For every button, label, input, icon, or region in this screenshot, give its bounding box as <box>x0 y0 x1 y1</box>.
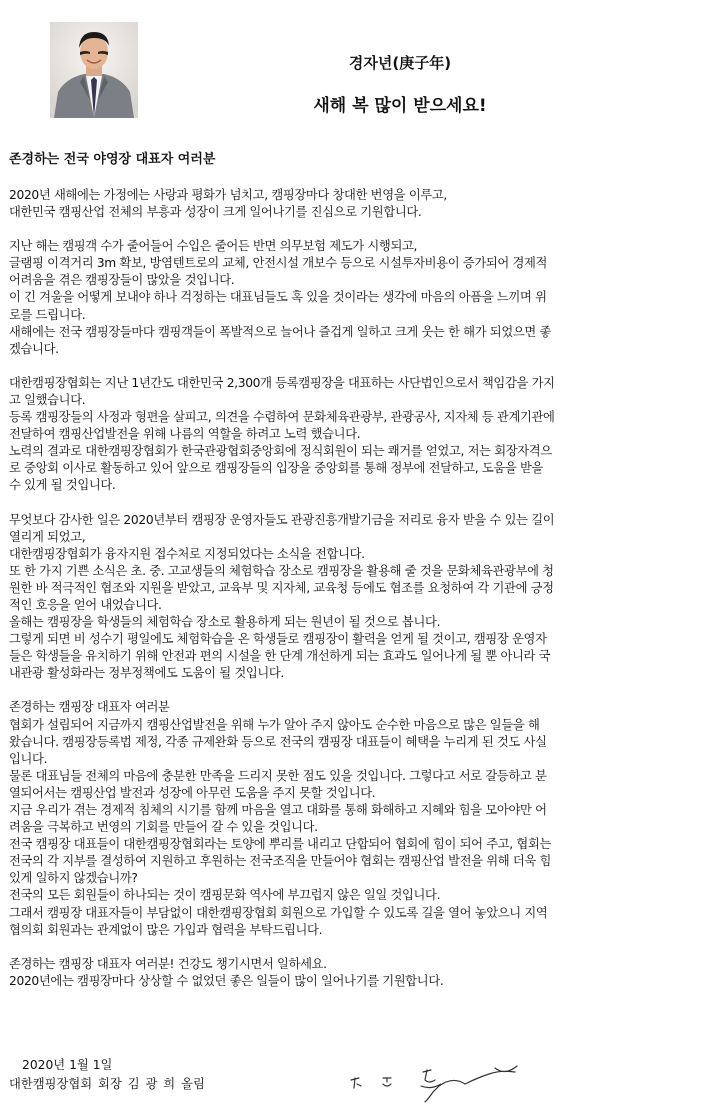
paragraph <box>9 375 707 495</box>
text-line: 2020년에는 캠핑장마다 상상할 수 없었던 좋은 일들이 많이 일어나기를 기원합니다. <box>9 973 444 988</box>
letter-body <box>9 187 707 990</box>
text-line: 전국의 모든 회원들이 하나되는 것이 캠핑문화 역사에 부끄럽지 않은 일일 것입니다. <box>9 888 441 903</box>
page-subtitle: 새해 복 많이 받으세요! <box>313 96 487 116</box>
text-line: 물론 대표님들 전체의 마음에 충분한 만족을 드리지 못한 점도 있을 것입니다. 그렇다고 서로 갈등하고 분 <box>9 768 547 783</box>
text-line: 어려움을 겪은 캠핑장들이 많았을 것입니다. <box>9 273 235 288</box>
paragraph <box>9 187 707 221</box>
text-line: 적인 호응을 얻어 내었습니다. <box>9 597 162 612</box>
text-line: 고 일했습니다. <box>9 392 86 407</box>
text-line: 존경하는 캠핑장 대표자 여러분! 건강도 챙기시면서 일하세요. <box>9 956 327 971</box>
text-line: 지금 우리가 겪는 경제적 침체의 시기를 함께 마음을 열고 대화를 통해 화해하고 지혜와 힘을 모아야만 어 <box>9 803 547 817</box>
text-line: 전달하여 캠핑산업발전을 위해 나름의 역할을 하려고 노력 했습니다. <box>9 427 361 442</box>
handwritten-signature <box>345 1058 525 1108</box>
text-line: 열리게 되었고, <box>9 529 86 544</box>
text-line: 대한캠핑장협회는 지난 1년간도 대한민국 2,300개 등록캠핑장을 대표하는 사단법인으로서 책임감을 가지 <box>9 375 555 390</box>
text-line: 겠습니다. <box>9 341 59 356</box>
paragraph <box>9 699 707 938</box>
signer-line: 대한캠핑장협회 회장 김 광 희 올림 <box>9 1077 205 1091</box>
text-line: 무엇보다 감사한 일은 2020년부터 캠핑장 운영자들도 관광진흥개발기금을 저리로 융자 받을 수 있는 길이 <box>9 512 555 527</box>
text-line: 대한캠핑장협회가 융자지원 접수처로 지정되었다는 소식을 전합니다. <box>9 546 365 561</box>
text-line: 등록 캠핑장들의 사정과 형편을 살피고, 의견을 수렴하여 문화체육관광부, 관광공사, 지자체 등 관계기관에 <box>9 410 555 425</box>
text-line: 내관광 활성화라는 정부정책에도 도움이 될 것입니다. <box>9 666 284 681</box>
text-line: 왔습니다. 캠핑장등록법 제정, 각종 규제완화 등으로 전국의 캠핑장 대표들이 혜택을 누리게 된 것도 사실 <box>9 734 547 749</box>
text-line: 올해는 캠핑장을 학생들의 체험학습 장소로 활용하게 되는 원년이 될 것으로 봅니다. <box>9 615 441 630</box>
portrait-photo <box>50 22 138 118</box>
text-line: 그래서 캠핑장 대표자들이 부담없이 대한캠핑장협회 회원으로 가입할 수 있도록 길을 열어 놓았으니 지역 <box>9 905 548 920</box>
text-line: 수 있게 될 것입니다. <box>9 478 116 493</box>
text-line: 전국의 각 지부를 결성하여 지원하고 후원하는 전국조직을 만들어야 협회는 캠핑산업 발전을 위해 더욱 힘 <box>9 854 552 869</box>
paragraph <box>9 956 707 990</box>
text-line: 대한민국 캠핑산업 전체의 부흥과 성장이 크게 일어나기를 진심으로 기원합니다. <box>9 205 422 220</box>
text-line: 들은 학생들을 유치하기 위해 안전과 편의 시설을 한 단계 개선하게 되는 효과도 일어나게 될 뿐 아니라 국 <box>9 649 551 664</box>
paragraph <box>9 512 707 683</box>
text-line: 노력의 결과로 대한캠핑장협회가 한국관광협회중앙회에 정식회원이 되는 쾌거를 얻었고, 저는 회장자격으 <box>9 444 552 459</box>
paragraph <box>9 238 707 358</box>
page-title: 경자년(庚子年) <box>348 54 452 72</box>
text-line: 지난 해는 캠핑객 수가 줄어들어 수입은 줄어든 반면 의무보험 제도가 시행되고, <box>9 239 418 254</box>
text-line: 이 긴 겨울을 어떻게 보내야 하나 걱정하는 대표님들도 혹 있을 것이라는 생각에 마음의 아픔을 느끼며 위 <box>9 290 547 305</box>
text-line: 협회가 설립되어 지금까지 캠핑산업발전을 위해 누가 알아 주지 않아도 순수한 마음으로 많은 일들을 해 <box>9 717 540 732</box>
text-line: 있게 일하지 않겠습니까? <box>9 871 138 886</box>
text-line: 그렇게 되면 비 성수기 평일에도 체험학습을 온 학생들로 캠핑장이 활력을 얻게 될 것이고, 캠핑장 운영자 <box>9 632 547 647</box>
text-line: 새해에는 전국 캠핑장들마다 캠핑객들이 폭발적으로 늘어나 즐겁게 일하고 크게 웃는 한 해가 되었으면 좋 <box>9 324 552 339</box>
text-line: 전국 캠핑장 대표들이 대한캠핑장협회라는 토양에 뿌리를 내리고 단합되어 협회에 힘이 되어 주고, 협회는 <box>9 837 552 852</box>
text-line: 2020년 새해에는 가정에는 사랑과 평화가 넘치고, 캠핑장마다 창대한 번영을 이루고, <box>9 188 447 202</box>
text-line: 존경하는 캠핑장 대표자 여러분 <box>9 700 170 715</box>
text-line: 협의회 회원과는 관계없이 많은 가입과 협력을 부탁드립니다. <box>9 922 323 937</box>
text-line: 로를 드립니다. <box>9 307 86 322</box>
text-line: 원한 바 적극적인 협조와 지원을 받았고, 교육부 및 지자체, 교육청 등에도 협조를 요청하여 각 기관에 긍정 <box>9 580 554 595</box>
text-line: 려움을 극복하고 번영의 기회를 만들어 갈 수 있을 것입니다. <box>9 820 318 835</box>
salutation: 존경하는 전국 야영장 대표자 여러분 <box>9 152 216 167</box>
text-line: 입니다. <box>9 751 48 766</box>
text-line: 글램핑 이격거리 3m 확보, 방염텐트로의 교체, 안전시설 개보수 등으로 시설투자비용이 증가되어 경제적 <box>9 256 548 271</box>
text-line: 또 한 가지 기쁜 소식은 초. 중. 고교생들의 체험학습 장소로 캠핑장을 활용해 줄 것을 문화체육관광부에 청 <box>9 563 554 578</box>
letter-date: 2020년 1월 1일 <box>22 1058 113 1072</box>
text-line: 열되어서는 캠핑산업 발전과 성장에 아무런 도움을 주지 못할 것입니다. <box>9 785 376 800</box>
text-line: 로 중앙회 이사로 활동하고 있어 앞으로 캠핑장들의 입장을 중앙회를 통해 정부에 전달하고, 도움을 받을 <box>9 461 544 476</box>
